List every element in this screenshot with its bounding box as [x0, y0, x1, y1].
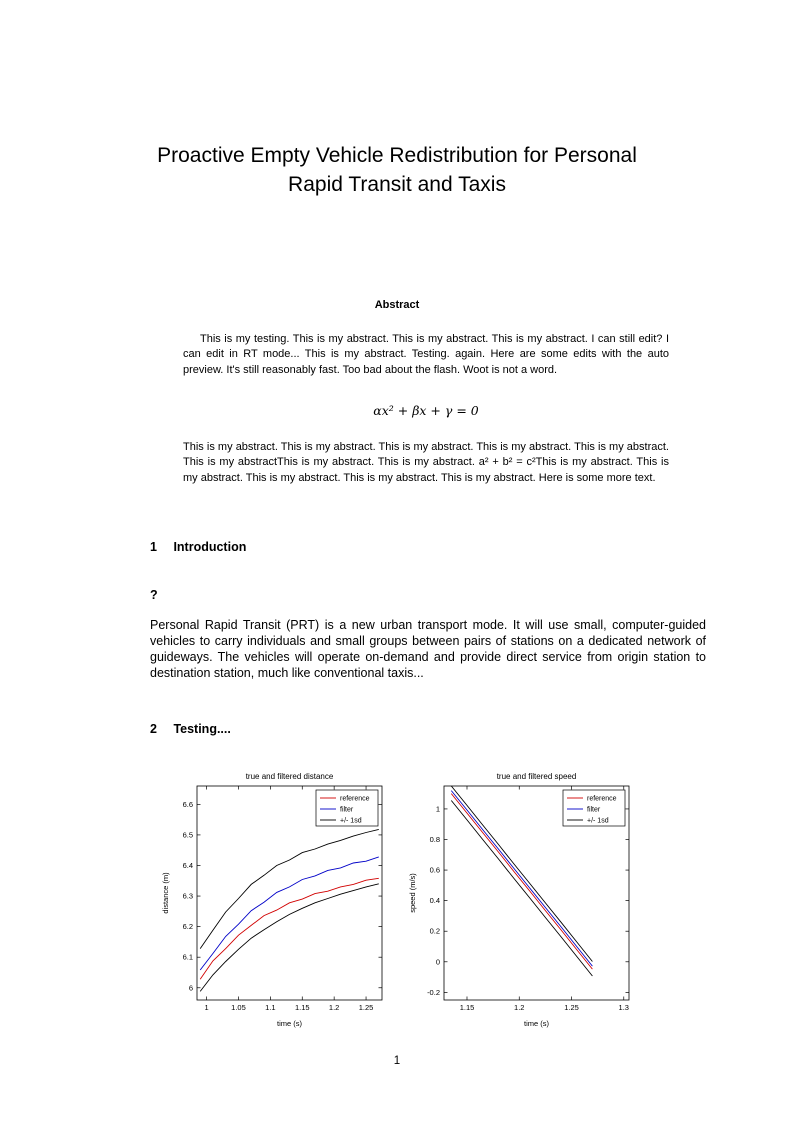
svg-text:0: 0 — [435, 957, 440, 967]
section-title: Testing.... — [173, 722, 231, 736]
svg-text:0.2: 0.2 — [429, 926, 440, 936]
svg-text:6.1: 6.1 — [182, 952, 193, 962]
svg-text:6.5: 6.5 — [182, 830, 193, 840]
introduction-paragraph: Personal Rapid Transit (PRT) is a new urban transport mode. It will use small, computer-guided vehicles to carry individuals and small groups between pairs of stations on a dedicated network of guideways. The vehicles will operate on-demand and provide direct service from origin station to destination station, much like conventional taxis... — [150, 618, 706, 680]
distance-chart — [157, 770, 390, 1030]
svg-text:1: 1 — [204, 1003, 209, 1012]
svg-text:-0.2: -0.2 — [427, 987, 440, 997]
svg-text:1: 1 — [435, 804, 440, 814]
svg-text:1.2: 1.2 — [328, 1003, 340, 1012]
svg-text:+/- 1sd: +/- 1sd — [587, 817, 609, 825]
svg-text:6.2: 6.2 — [182, 922, 193, 932]
svg-text:1.1: 1.1 — [265, 1003, 276, 1012]
svg-text:filter: filter — [587, 806, 601, 814]
question-paragraph: ? — [150, 588, 158, 602]
speed-chart — [404, 770, 637, 1030]
svg-text:reference: reference — [587, 795, 617, 803]
svg-text:speed (m/s): speed (m/s) — [408, 873, 417, 913]
svg-text:0.6: 0.6 — [429, 865, 440, 875]
section-number: 1 — [150, 540, 157, 554]
svg-text:6.3: 6.3 — [182, 891, 193, 901]
display-equation: αx² + βx + γ = 0 — [373, 403, 479, 418]
svg-text:filter: filter — [340, 806, 354, 814]
svg-text:0.8: 0.8 — [429, 835, 440, 844]
svg-text:1.25: 1.25 — [564, 1003, 579, 1012]
svg-text:0.4: 0.4 — [429, 896, 440, 906]
svg-text:6.6: 6.6 — [182, 799, 193, 809]
svg-text:6.4: 6.4 — [182, 860, 193, 870]
svg-text:1.15: 1.15 — [459, 1003, 475, 1012]
svg-text:time (s): time (s) — [277, 1019, 302, 1028]
paper-title — [80, 141, 714, 199]
svg-text:+/- 1sd: +/- 1sd — [340, 817, 362, 825]
svg-text:6: 6 — [188, 983, 193, 993]
section-heading-testing — [150, 722, 231, 736]
figures-row — [0, 770, 794, 1030]
svg-text:true and filtered speed: true and filtered speed — [496, 772, 577, 781]
svg-text:1.25: 1.25 — [358, 1003, 374, 1012]
svg-text:distance (m): distance (m) — [161, 872, 170, 914]
svg-text:reference: reference — [340, 795, 370, 803]
section-title: Introduction — [173, 540, 247, 554]
svg-text:1.05: 1.05 — [231, 1003, 246, 1012]
svg-text:1.3: 1.3 — [618, 1003, 629, 1012]
page-number: 1 — [393, 1055, 401, 1067]
paper-title-line2: Rapid Transit and Taxis — [288, 173, 506, 196]
abstract-paragraph-2: This is my abstract. This is my abstract. This is my abstract. This is my abstract. This is my abstract. This is my abstractThis is my abstract. This is my abstract. a² + b² = c²This is my abstract. This is my abstract. This is my abstract. This is my abstract. This is my abstract. Here is some more text. — [183, 441, 669, 484]
svg-text:1.15: 1.15 — [294, 1003, 310, 1012]
paper-title-line1: Proactive Empty Vehicle Redistribution for Personal — [157, 144, 637, 167]
svg-text:1.2: 1.2 — [514, 1003, 525, 1012]
section-number: 2 — [150, 722, 157, 736]
abstract-paragraph-1: This is my testing. This is my abstract. This is my abstract. This is my abstract. I can still edit? I can edit in RT mode... This is my abstract. Testing. again. Here are some edits with the auto preview. It's still reasonably fast. Too bad about the flash. Woot is not a word. — [183, 333, 669, 376]
section-heading-introduction — [150, 540, 246, 554]
svg-text:time (s): time (s) — [524, 1019, 549, 1028]
svg-text:true and filtered distance: true and filtered distance — [245, 772, 334, 781]
abstract-heading: Abstract — [374, 299, 420, 311]
